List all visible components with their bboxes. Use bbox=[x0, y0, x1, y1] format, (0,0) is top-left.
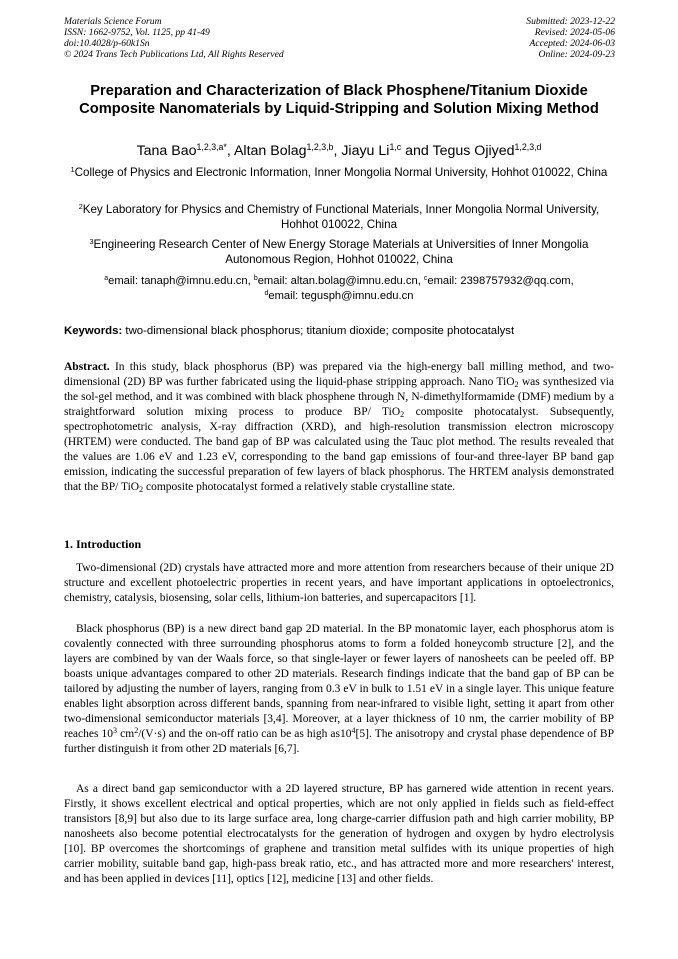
abstract-text: was synthesized via the sol-gel method, and it was combined with black phosphene through N, N-dimethylformamide (DMF) medium by a straightforward solution mixing process to produce BP/ TiO bbox=[64, 376, 614, 418]
superscript: 2 bbox=[134, 725, 139, 735]
subscript: 2 bbox=[400, 410, 405, 419]
abstract bbox=[64, 360, 614, 495]
date-submitted: Submitted: 2023-12-22 bbox=[526, 16, 615, 27]
journal-name: Materials Science Forum bbox=[64, 16, 162, 27]
abstract-text: In this study, black phosphorus (BP) was prepared via the high-energy ball milling method, and two-dimensional (2D) BP was further fabricated using the liquid-phase stripping approach. Nano TiO bbox=[64, 361, 614, 388]
paragraph-text: cm bbox=[117, 728, 135, 740]
email-mark: d bbox=[264, 289, 269, 297]
journal-doi: doi:10.4028/p-60k1Sn bbox=[64, 38, 150, 49]
author-affiliation-mark: 1,c bbox=[389, 142, 402, 153]
author-name: Tegus Ojiyed bbox=[432, 143, 515, 159]
author-name: Jiayu Li bbox=[341, 143, 390, 159]
affiliation-text: Engineering Research Center of New Energy Storage Materials at Universities of Inner Mongolia Autonomous Region, Hohhot 010022, China bbox=[93, 238, 589, 266]
superscript: 4 bbox=[351, 725, 356, 735]
author-separator: and bbox=[401, 143, 433, 159]
subscript: 2 bbox=[514, 380, 519, 389]
subscript: 2 bbox=[139, 485, 144, 494]
affiliation-mark: 3 bbox=[89, 237, 94, 247]
journal-issn: ISSN: 1662-9752, Vol. 1125, pp 41-49 bbox=[64, 27, 210, 38]
author-affiliation-mark: 1,2,3,b bbox=[306, 142, 334, 153]
paragraph-text: /(V·s) and the on-off ratio can be as high as10 bbox=[138, 728, 352, 740]
keywords-text: two-dimensional black phosphorus; titanium dioxide; composite photocatalyst bbox=[122, 325, 515, 337]
superscript: 3 bbox=[113, 725, 118, 735]
email-mark: a bbox=[104, 275, 109, 283]
keywords-label: Keywords: bbox=[64, 325, 123, 337]
author-name: Tana Bao bbox=[136, 143, 197, 159]
intro-paragraph-3: As a direct band gap semiconductor with a 2D layered structure, BP has garnered wide attention in recent years. Firstly, it shows excellent electrical and optical properties, which are not only applied in fields such as field-effect transistors [8,9] but also due to its large surface area, long charge-carrier diffusion path and high carrier mobility, BP nanosheets also become potential electrocatalysts for the generation of hydrogen and oxygen by hydro electrolysis [10]. BP overcomes the shortcomings of graphene and transition metal sulfides with its unique properties of high carrier mobility, suitable band gap, high-pass break ratio, etc., and has attracted more and more researchers' interest, and has been applied in devices [11], optics [12], medicine [13] and other fields. bbox=[64, 783, 614, 885]
journal-copyright: © 2024 Trans Tech Publications Ltd, All Rights Reserved bbox=[64, 49, 284, 60]
date-accepted: Accepted: 2024-06-03 bbox=[529, 38, 615, 49]
abstract-text: composite photocatalyst formed a relatively stable crystalline state. bbox=[143, 481, 456, 493]
author-emails bbox=[60, 274, 618, 303]
author-name: Altan Bolag bbox=[233, 143, 307, 159]
affiliation-mark: 1 bbox=[70, 165, 75, 175]
author-separator: , bbox=[226, 143, 234, 159]
email-link[interactable]: email: 2398757932@qq.com, bbox=[427, 275, 574, 287]
abstract-label: Abstract. bbox=[64, 361, 110, 373]
journal-info bbox=[64, 16, 284, 60]
email-link[interactable]: email: tegusph@imnu.edu.cn bbox=[268, 289, 414, 302]
affiliation-text: College of Physics and Electronic Information, Inner Mongolia Normal University, Hohhot 010022, China bbox=[74, 166, 608, 179]
affiliation-1 bbox=[60, 166, 618, 181]
paragraph-text: Black phosphorus (BP) is a new direct band gap 2D material. In the BP monatomic layer, each phosphorus atom is covalently connected with three surrounding phosphorus atoms to form a folded honeycomb structure [2], and the layers are combined by van der Waals force, so that single-layer or fewer layers of nanosheets can be peeled off. BP boasts unique advantages compared to other 2D materials. Research findings indicate that the band gap of BP can be tailored by adjusting the number of layers, ranging from 0.3 eV in bulk to 1.51 eV in a single layer. This unique feature enables light absorption across different bands, spanning from near-infrared to visible light, setting it apart from other two-dimensional semiconductor materials [3,4]. Moreover, at a layer thickness of 10 nm, the carrier mobility of BP reaches 10 bbox=[64, 623, 614, 740]
paragraph-text: [5]. The anisotropy and crystal phase dependence of BP further distinguish it from other 2D materials [6,7]. bbox=[64, 728, 614, 755]
email-mark: b bbox=[253, 275, 258, 283]
date-online: Online: 2024-09-23 bbox=[538, 49, 615, 60]
section-heading-introduction: 1. Introduction bbox=[64, 537, 142, 551]
email-link[interactable]: email: altan.bolag@imnu.edu.cn, bbox=[257, 275, 424, 287]
intro-paragraph-2 bbox=[64, 622, 614, 757]
publication-dates bbox=[526, 16, 615, 60]
keywords bbox=[64, 324, 616, 338]
intro-paragraph-1: Two-dimensional (2D) crystals have attracted more and more attention from researchers because of their unique 2D structure and excellent photoelectric properties in recent years, and have important applications in optoelectronics, chemistry, catalysis, biosensing, solar cells, lithium-ion batteries, and supercapacitors [1]. bbox=[64, 562, 614, 604]
email-mark: c bbox=[423, 275, 428, 283]
affiliation-mark: 2 bbox=[78, 202, 83, 212]
author-list bbox=[40, 142, 638, 160]
author-affiliation-mark: 1,2,3,a* bbox=[196, 142, 227, 153]
affiliation-text: Key Laboratory for Physics and Chemistry of Functional Materials, Inner Mongolia Normal University, Hohhot 010022, China bbox=[82, 203, 600, 231]
abstract-text: composite photocatalyst. Subsequently, spectrophotometric analysis, X-ray diffraction (XRD), and high-resolution transmission electron microscopy (HRTEM) were conducted. The band gap of BP was calculated using the Tauc plot method. The results revealed that the values are 1.06 eV and 1.23 eV, corresponding to the band gap emissions of four-and three-layer BP band gap emission, indicating the successful preparation of few layers of black phosphorus. The HRTEM analysis demonstrated that the BP/ TiO bbox=[64, 406, 614, 493]
affiliation-3 bbox=[60, 238, 618, 267]
paper-title: Preparation and Characterization of Black Phosphene/Titanium Dioxide Composite Nanomaterials by Liquid-Stripping and Solution Mixing Method bbox=[79, 83, 599, 117]
author-affiliation-mark: 1,2,3,d bbox=[514, 142, 542, 153]
author-separator: , bbox=[333, 143, 342, 159]
email-link[interactable]: email: tanaph@imnu.edu.cn, bbox=[108, 275, 254, 287]
date-revised: Revised: 2024-05-06 bbox=[534, 27, 615, 38]
affiliation-2 bbox=[60, 203, 618, 232]
